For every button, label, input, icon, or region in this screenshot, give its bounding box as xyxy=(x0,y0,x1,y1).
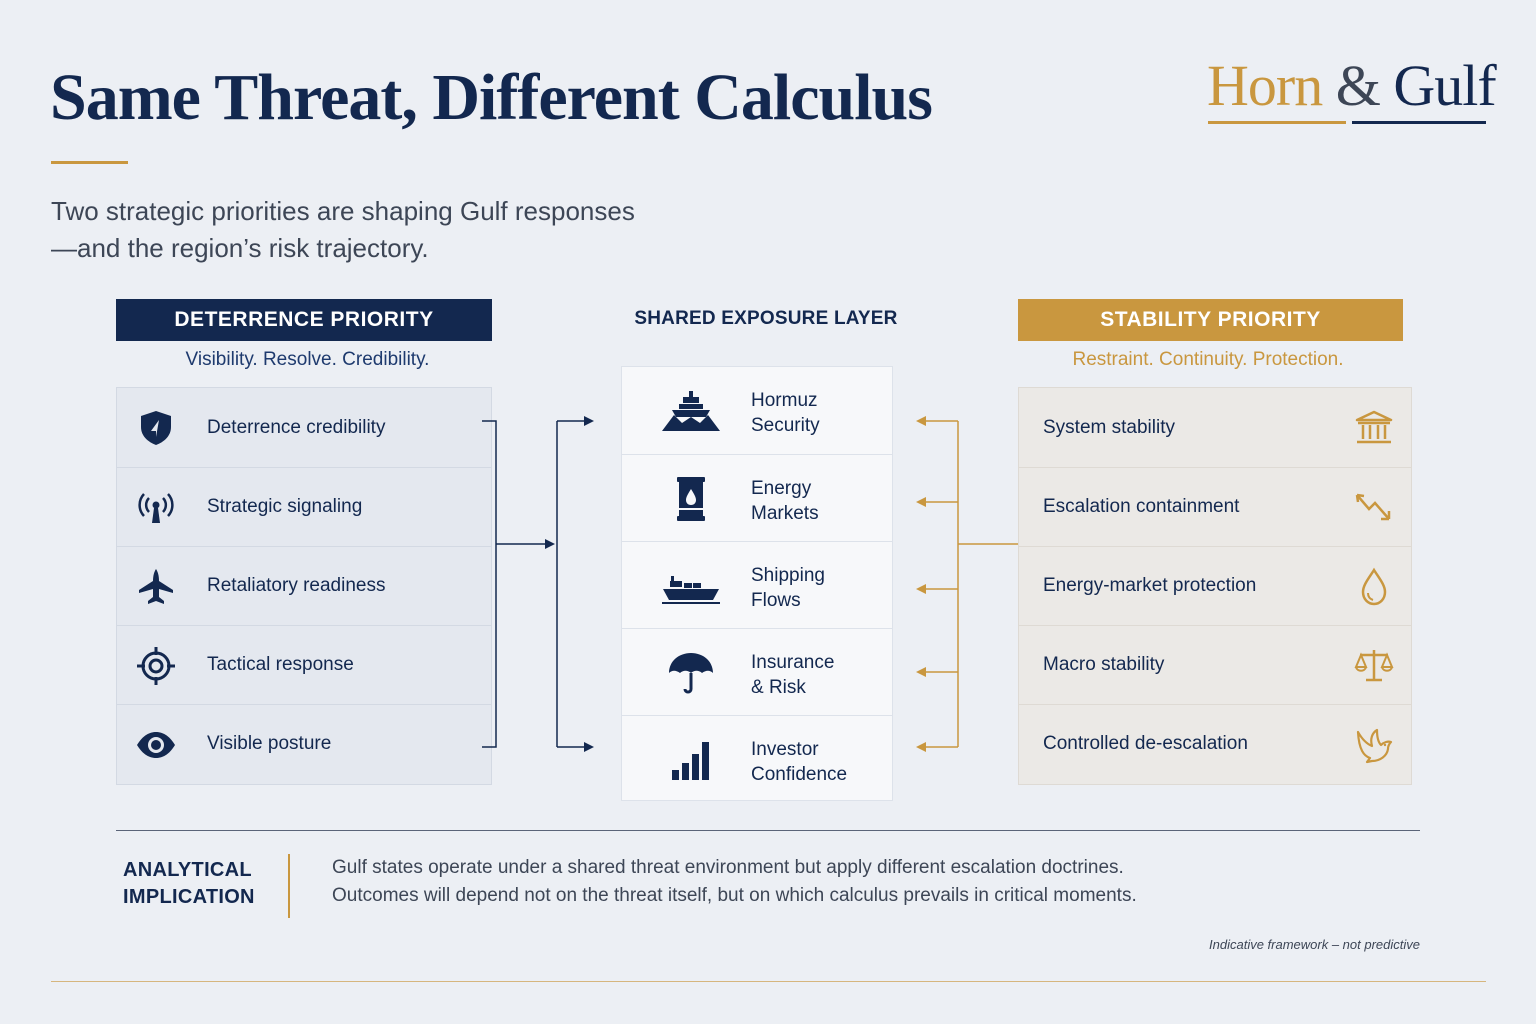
exposure-item xyxy=(622,454,892,541)
dove-icon xyxy=(1353,724,1395,766)
scales-icon xyxy=(1353,645,1395,687)
stability-item xyxy=(1019,704,1411,783)
deterrence-list xyxy=(116,387,492,785)
exposure-item-label xyxy=(751,476,881,526)
exposure-item xyxy=(622,715,892,802)
analytical-implication-label xyxy=(123,857,273,911)
brand-logo xyxy=(1207,52,1496,119)
exposure-item xyxy=(622,541,892,628)
stability-item-label: Controlled de-escalation xyxy=(1043,733,1248,754)
stability-item xyxy=(1019,467,1411,546)
deterrence-item-label: Visible posture xyxy=(207,733,332,754)
deterrence-item-label: Tactical response xyxy=(207,654,354,675)
deterrence-connector xyxy=(482,421,592,747)
exposure-label-line-2: Confidence xyxy=(751,764,848,785)
deterrence-priority-header: DETERRENCE PRIORITY xyxy=(116,299,492,341)
oil-barrel-icon xyxy=(660,475,722,523)
exposure-item xyxy=(622,628,892,715)
exposure-label-line-2: Flows xyxy=(751,590,801,611)
subtitle-line-2: —and the region’s risk trajectory. xyxy=(51,233,429,263)
stability-item-label: Energy-market protection xyxy=(1043,575,1257,596)
drop-icon xyxy=(1353,566,1395,608)
trend-down-icon xyxy=(1353,487,1395,529)
jet-icon xyxy=(135,566,177,608)
exposure-label-line-1: Investor xyxy=(751,739,819,760)
page-subtitle xyxy=(51,193,731,267)
institution-icon xyxy=(1353,407,1395,449)
footer-vertical-rule xyxy=(288,854,290,918)
bar-chart-icon xyxy=(660,736,722,784)
logo-ampersand: & xyxy=(1335,53,1380,118)
exposure-label-line-2: & Risk xyxy=(751,677,806,698)
signal-tower-icon xyxy=(135,487,177,529)
logo-rule-navy xyxy=(1352,121,1486,124)
deterrence-tagline: Visibility. Resolve. Credibility. xyxy=(185,349,430,370)
deterrence-item xyxy=(117,467,491,546)
disclaimer-note: Indicative framework – not predictive xyxy=(1209,937,1420,952)
deterrence-item xyxy=(117,704,491,783)
footer-text-line-1: Gulf states operate under a shared threat environment but apply different escalation doctrines. xyxy=(332,857,1124,878)
exposure-item-label xyxy=(751,388,881,438)
deterrence-item-label: Strategic signaling xyxy=(207,496,363,517)
shield-icon xyxy=(135,407,177,449)
logo-rule-gold xyxy=(1208,121,1346,124)
stability-item xyxy=(1019,546,1411,625)
bottom-rule xyxy=(51,981,1486,982)
stability-tagline: Restraint. Continuity. Protection. xyxy=(1072,349,1344,370)
cargo-ship-icon xyxy=(660,562,722,610)
stability-item xyxy=(1019,625,1411,704)
analytical-implication-text xyxy=(332,854,1412,910)
eye-icon xyxy=(135,724,177,766)
stability-item-label: Escalation containment xyxy=(1043,496,1240,517)
subtitle-line-1: Two strategic priorities are shaping Gulf responses xyxy=(51,196,635,226)
exposure-label-line-1: Insurance xyxy=(751,652,835,673)
exposure-item-label xyxy=(751,650,881,700)
stability-item-label: Macro stability xyxy=(1043,654,1165,675)
deterrence-item xyxy=(117,625,491,704)
stability-connector xyxy=(918,421,1018,747)
logo-horn: Horn xyxy=(1207,53,1323,118)
footer-label-line-2: IMPLICATION xyxy=(123,886,255,908)
page-title: Same Threat, Different Calculus xyxy=(50,61,932,134)
logo-gulf: Gulf xyxy=(1393,53,1496,118)
stability-item-label: System stability xyxy=(1043,416,1175,438)
ship-strait-icon xyxy=(660,387,722,435)
footer-label-line-1: ANALYTICAL xyxy=(123,859,252,881)
exposure-label-line-1: Hormuz xyxy=(751,390,818,411)
exposure-label-line-2: Markets xyxy=(751,503,819,524)
title-underline xyxy=(51,161,128,164)
exposure-label-line-1: Shipping xyxy=(751,565,825,586)
crosshair-icon xyxy=(135,645,177,687)
footer-divider xyxy=(116,830,1420,831)
exposure-item-label xyxy=(751,737,881,787)
shared-exposure-header: SHARED EXPOSURE LAYER xyxy=(634,308,898,329)
deterrence-item xyxy=(117,546,491,625)
stability-list xyxy=(1018,387,1412,785)
stability-priority-header: STABILITY PRIORITY xyxy=(1018,299,1403,341)
deterrence-item-label: Deterrence credibility xyxy=(207,416,386,438)
exposure-item xyxy=(622,367,892,454)
deterrence-item-label: Retaliatory readiness xyxy=(207,575,386,596)
exposure-item-label xyxy=(751,563,881,613)
exposure-label-line-2: Security xyxy=(751,415,820,436)
shared-exposure-list xyxy=(621,366,893,801)
stability-item xyxy=(1019,388,1411,467)
footer-text-line-2: Outcomes will depend not on the threat itself, but on which calculus prevails in critical moments. xyxy=(332,885,1137,906)
deterrence-item xyxy=(117,388,491,467)
exposure-label-line-1: Energy xyxy=(751,478,812,499)
umbrella-icon xyxy=(660,649,722,697)
